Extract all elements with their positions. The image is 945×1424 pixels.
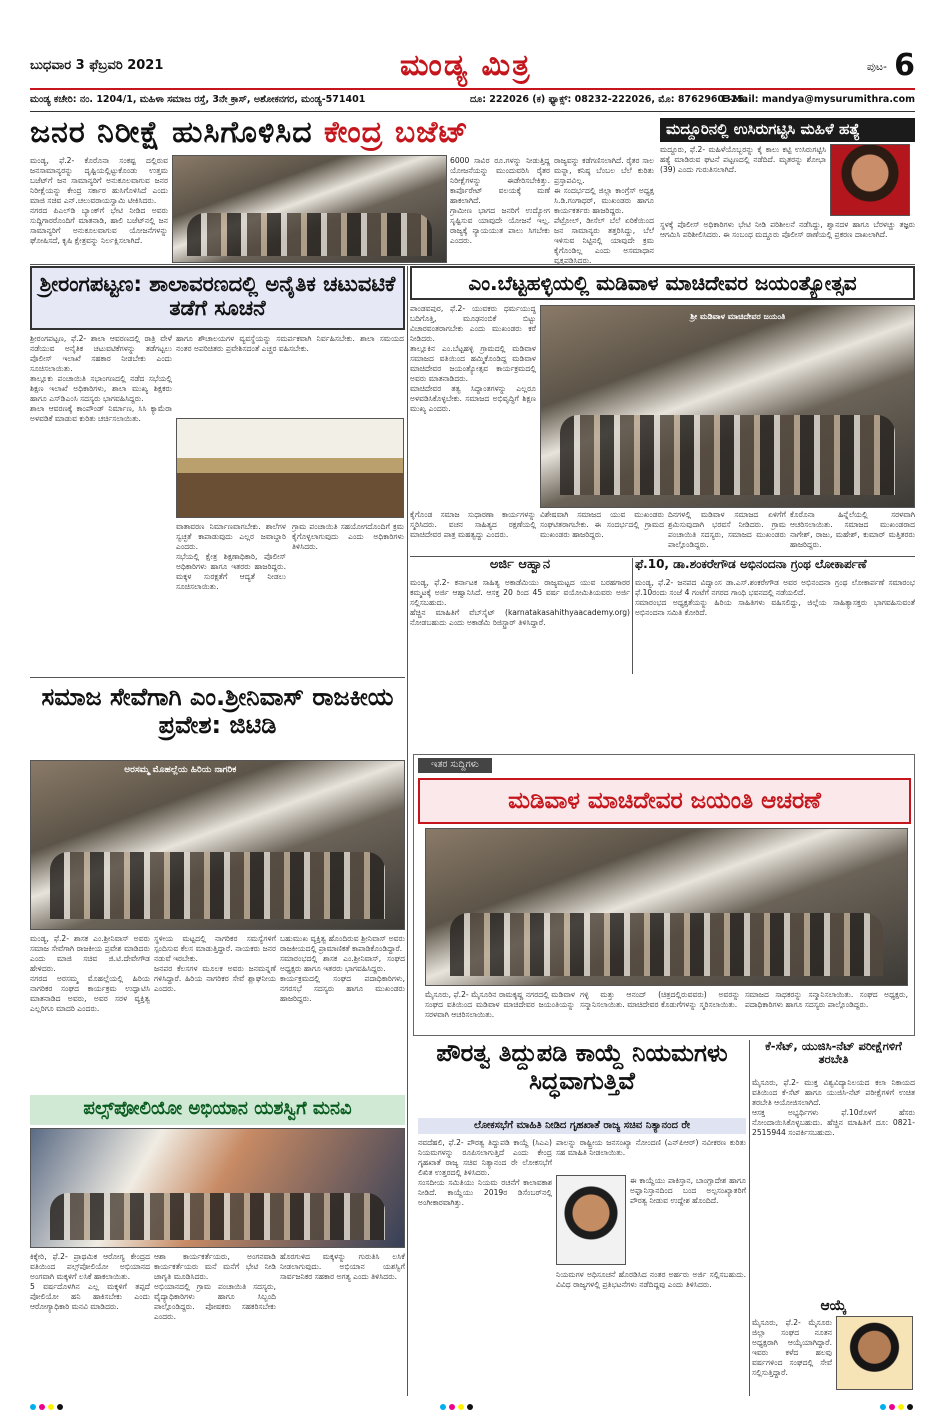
samaja-para: ಸ್ಥಳೀಯ ಮಟ್ಟದಲ್ಲಿ ನಾಗರಿಕರ ಸಮಸ್ಯೆಗಳಿಗೆ ಸ್ಪಂದಿಸುವ ಕೆಲಸ ಮಾಡುತ್ತಿದ್ದಾರೆ. ನಾಯಕರು ಜನರ ನಡುವೆ ಇರಬೇಕು. [154,934,276,963]
arji-para: ಮಂಡ್ಯ, ಫೆ.2- ಕರ್ನಾಟಕ ಸಾಹಿತ್ಯ ಅಕಾಡೆಮಿಯು ರಾಜ್ಯಮಟ್ಟದ ಯುವ ಬರಹಗಾರರ ಕಮ್ಮಟಕ್ಕೆ ಅರ್ಜಿ ಆಹ್ವಾನಿಸಿದೆ. ಆಸಕ್ತ 20 ರಿಂದ 45 ವರ್ಷ ವಯೋಮಿತಿಯವರು ಅರ್ಜಿ ಸಲ್ಲಿಸಬಹುದು. [410,578,630,607]
print-registration-marks-left [30,1404,63,1410]
samaja-article-col2 [154,934,276,1092]
srirangapatna-article-col4 [292,522,404,674]
masthead-rule [30,88,915,90]
betthalli-para: ದಿನಗಳಲ್ಲಿ ಮಡಿವಾಳ ಸಮಾಜದ ಏಳಿಗೆಗೆ ಶ್ರಮಿಸುವುದಾಗಿ ಭರವಸೆ ನೀಡಿದರು. ಗ್ರಾಮ ಪಂಚಾಯಿತಿ ಸದಸ್ಯರು, ಸಮಾಜದ ಮುಖಂಡರು ಪಾಲ್ಗೊಂಡಿದ್ದರು. [668,510,786,549]
srirangapatna-article-col1 [30,334,172,674]
samaja-para: ಮಂಡ್ಯ, ಫೆ.2- ಶಾಸಕ ಎಂ.ಶ್ರೀನಿವಾಸ್ ಅವರು ಸಮಾಜ ಸೇವೆಗಾಗಿ ರಾಜಕೀಯ ಪ್ರವೇಶ ಮಾಡಿದರು ಎಂದು ಮಾಜಿ ಸಚಿವ ಜಿ.ಟಿ.ದೇವೇಗೌಡ ಹೇಳಿದರು. [30,934,150,973]
section-rule [30,677,405,678]
betthalli-article-col5 [790,510,915,556]
column-rule [407,266,408,1396]
print-registration-marks-center [440,1404,473,1410]
srirangapatna-para: ವಾತಾವರಣ ನಿರ್ಮಾಣವಾಗಬೇಕು. ಶಾಲೆಗಳ ಸ್ವಚ್ಛತೆ ಕಾಪಾಡುವುದು ಎಲ್ಲರ ಜವಾಬ್ದಾರಿ ಎಂದರು. [176,522,286,551]
betthalli-para: ಕೈಗೊಂಡ ಸಮಾಜ ಸುಧಾರಣಾ ಕಾರ್ಯಗಳನ್ನು ಸ್ಮರಿಸಿದರು. ವಚನ ಸಾಹಿತ್ಯದ ರಕ್ಷಣೆಯಲ್ಲಿ ಮಾಚಿದೇವರ ಪಾತ್ರ ಮಹತ್ವದ್ದು ಎಂದರು. [410,510,536,539]
aayke-headline: ಆಯ್ಕೆ [820,1298,847,1314]
aayke-article [752,1318,832,1396]
samaja-headline: ಸಮಾಜ ಸೇವೆಗಾಗಿ ಎಂ.ಶ್ರೀನಿವಾಸ್ ರಾಜಕೀಯ ಪ್ರವೇಶ: ಜಿಟಿಡಿ [41,683,394,739]
caa-article-col1 [418,1138,552,1396]
srirangapatna-para: ಶ್ರೀರಂಗಪಟ್ಟಣ, ಫೆ.2- ಶಾಲಾ ಆವರಣದಲ್ಲಿ ರಾತ್ರಿ ವೇಳೆ ನಡೆಯುವ ಅನೈತಿಕ ಚಟುವಟಿಕೆಗಳನ್ನು ತಡೆಗಟ್ಟಲು ಪೊಲೀಸ್ ಇಲಾಖೆ ಸಹಕಾರ ನೀಡಬೇಕು ಎಂದು ಸೂಚಿಸಲಾಯಿತು. [30,334,172,373]
masthead [30,48,915,90]
caa-para: ಸಂಸದೀಯ ಸಮಿತಿಯು ನಿಯಮ ರಚನೆಗೆ ಕಾಲಾವಕಾಶ ನೀಡಿದೆ. ಕಾಯ್ದೆಯು 2019ರ ಡಿಸೆಂಬರ್‌ನಲ್ಲಿ ಅಂಗೀಕಾರವಾಗಿತ್ತು. [418,1178,552,1207]
pulse-polio-photo [30,1128,405,1248]
murder-headline: ಮದ್ದೂರಿನಲ್ಲಿ ಉಸಿರುಗಟ್ಟಿಸಿ ಮಹಿಳೆ ಹತ್ಯೆ [660,118,915,142]
issue-date: ಬುಧವಾರ 3 ಫೆಬ್ರವರಿ 2021 [30,58,164,73]
aayke-para: ಮೈಸೂರು, ಫೆ.2- ಮೈಸೂರು ಜಿಲ್ಲಾ ಸಂಘದ ನೂತನ ಅಧ್ಯಕ್ಷರಾಗಿ ಆಯ್ಕೆಯಾಗಿದ್ದಾರೆ. ಇವರು ಕಳೆದ ಹಲವು ವರ್ಷಗಳಿಂದ ಸಂಘದಲ್ಲಿ ಸೇವೆ ಸಲ್ಲಿಸುತ್ತಿದ್ದಾರೆ. [752,1318,832,1377]
pulse-para: ಹೊರಗುಳಿದ ಮಕ್ಕಳನ್ನು ಗುರುತಿಸಿ ಲಸಿಕೆ ನೀಡಲಾಗುವುದು. ಅಭಿಯಾನ ಯಶಸ್ವಿಗೆ ಸಾರ್ವಜನಿಕರ ಸಹಕಾರ ಅಗತ್ಯ ಎಂದು ತಿಳಿಸಿದರು. [280,1252,405,1281]
betthalli-article-col3 [540,510,664,556]
caa-article-col2-bottom [556,1270,746,1396]
budget-para: ಗ್ರಾಮೀಣ ಭಾಗದ ಜನರಿಗೆ ಉದ್ಯೋಗ ಸೃಷ್ಟಿಸುವ ಯಾವುದೇ ಯೋಜನೆ ಇಲ್ಲ. ರಾಜ್ಯಕ್ಕೆ ನ್ಯಾಯಯುತ ಪಾಲು ಸಿಗಬೇಕು ಎಂದರು. [450,206,550,245]
betthalli-headline: ಎಂ.ಬೆಟ್ಟಹಳ್ಳಿಯಲ್ಲಿ ಮಡಿವಾಳ ಮಾಚಿದೇವರ ಜಯಂತ್ಯೋತ್ಸವ [410,266,915,300]
jayanti-group-photo [540,305,915,508]
newspaper-logo: ಮಂಡ್ಯ ಮಿತ್ರ [400,48,532,83]
budget-para: ಮಂಡ್ಯ, ಫೆ.2- ಕೊರೊನಾ ಸಂಕಷ್ಟ ದಲ್ಲಿರುವ ಜನಸಾಮಾನ್ಯರನ್ನು ದೃಷ್ಟಿಯಲ್ಲಿಟ್ಟುಕೊಂಡು ಉತ್ತಮ ಬಜೆಟ್‌ಗೆ ಜನ ಸಾಮಾನ್ಯರಿಗೆ ಅನುಕೂಲವಾಗುವ ಜನರ ನಿರೀಕ್ಷೆಯನ್ನು ಕೇಂದ್ರ ಸರ್ಕಾರ ಹುಸಿಗೊಳಿಸಿದೆ ಎಂದು ಮಾಜಿ ಸಚಿವ ಎನ್.ಚಲುವರಾಯಸ್ವಾಮಿ ಟೀಕಿಸಿದರು. [30,156,168,205]
grantha-para: ಸಮಾರಂಭದ ಅಧ್ಯಕ್ಷತೆಯನ್ನು ಹಿರಿಯ ಸಾಹಿತಿಗಳು ವಹಿಸಲಿದ್ದು, ಜಿಲ್ಲೆಯ ಸಾಹಿತ್ಯಾಸಕ್ತರು ಭಾಗವಹಿಸುವಂತೆ ಅಭಿನಂದನಾ ಸಮಿತಿ ಕೋರಿದೆ. [635,598,915,617]
srirangapatna-para: ಸಭೆಯಲ್ಲಿ ಕ್ಷೇತ್ರ ಶಿಕ್ಷಣಾಧಿಕಾರಿ, ಪೊಲೀಸ್ ಅಧಿಕಾರಿಗಳು ಹಾಗೂ ಇತರರು ಹಾಜರಿದ್ದರು. ಮಕ್ಕಳ ಸುರಕ್ಷತೆಗೆ ಆದ್ಯತೆ ನೀಡಲು ಸೂಚಿಸಲಾಯಿತು. [176,552,286,591]
aayke-portrait [836,1316,913,1390]
minister-portrait [556,1175,626,1265]
caa-para: ಈ ಕಾಯ್ದೆಯು ಪಾಕಿಸ್ತಾನ, ಬಾಂಗ್ಲಾದೇಶ ಹಾಗೂ ಅಫ್ಘಾನಿಸ್ತಾನದಿಂದ ಬಂದ ಅಲ್ಪಸಂಖ್ಯಾತರಿಗೆ ಪೌರತ್ವ ನೀಡುವ ಉದ್ದೇಶ ಹೊಂದಿದೆ. [630,1176,746,1205]
address-rule [30,111,915,112]
budget-article-col1 [30,156,168,264]
betthalli-para: ಕೊರೊನಾ ಹಿನ್ನೆಲೆಯಲ್ಲಿ ಸರಳವಾಗಿ ಆಚರಿಸಲಾಯಿತು. ಸಮಾಜದ ಮುಖಂಡರಾದ ನಾಗೇಶ್, ರಾಜು, ಮಹೇಶ್, ಕುಮಾರ್ ಮತ್ತಿತರರು ಹಾಜರಿದ್ದರು. [790,510,915,549]
budget-para: ಈ ಸಂದರ್ಭದಲ್ಲಿ ಜಿಲ್ಲಾ ಕಾಂಗ್ರೆಸ್ ಅಧ್ಯಕ್ಷ ಸಿ.ಡಿ.ಗಂಗಾಧರ್, ಮುಖಂಡರು ಹಾಗೂ ಕಾರ್ಯಕರ್ತರು ಹಾಜರಿದ್ದರು. [554,186,654,215]
pulse-para: ಆಶಾ ಕಾರ್ಯಕರ್ತೆಯರು, ಅಂಗನವಾಡಿ ಕಾರ್ಯಕರ್ತೆಯರು ಮನೆ ಮನೆಗೆ ಭೇಟಿ ನೀಡಿ ಜಾಗೃತಿ ಮೂಡಿಸಿದರು. [154,1252,276,1281]
office-phone: ದೂ: 222026 (ಕ) ಫ್ಯಾಕ್ಸ್: 08232-222026, ಮೊ: 8762960325. [470,94,748,105]
srirangapatna-para: ಹಾಗೂ ಶೌಚಾಲಯಗಳ ವ್ಯವಸ್ಥೆಯನ್ನು ಸಮರ್ಪಕವಾಗಿ ನಿರ್ವಹಿಸಬೇಕು. ಶಾಲಾ ಸಮಯದ ನಂತರ ಅಪರಿಚಿತರು ಪ್ರವೇಶಿಸದಂತೆ ಎಚ್ಚರ ವಹಿಸಬೇಕು. [176,334,404,353]
caa-article-col2-top [556,1138,746,1172]
betthalli-para: ತಾಲ್ಲೂಕಿನ ಎಂ.ಬೆಟ್ಟಹಳ್ಳಿ ಗ್ರಾಮದಲ್ಲಿ ಮಡಿವಾಳ ಸಮಾಜದ ವತಿಯಿಂದ ಹಮ್ಮಿಕೊಂಡಿದ್ದ ಮಡಿವಾಳ ಮಾಚಿದೇವರ ಜಯಂತ್ಯೋತ್ಸವ ಕಾರ್ಯಕ್ರಮದಲ್ಲಿ ಅವರು ಮಾತನಾಡಿದರು. [410,344,536,383]
budget-press-photo [172,155,447,263]
betthalli-article-col2 [410,510,536,556]
budget-article-col2 [450,156,550,264]
arji-headline: ಅರ್ಜಿ ಆಹ್ವಾನ [489,558,551,572]
caa-para: ನವದೆಹಲಿ, ಫೆ.2- ಪೌರತ್ವ ತಿದ್ದುಪಡಿ ಕಾಯ್ದೆ (ಸಿಎಎ) ನಿಯಮಗಳನ್ನು ರೂಪಿಸಲಾಗುತ್ತಿದೆ ಎಂದು ಕೇಂದ್ರ ಗೃಹಖಾತೆ ರಾಜ್ಯ ಸಚಿವ ನಿತ್ಯಾನಂದ ರೇ ಲೋಕಸಭೆಗೆ ಲಿಖಿತ ಉತ್ತರದಲ್ಲಿ ತಿಳಿಸಿದರು. [418,1138,552,1177]
madivala-headline: ಮಡಿವಾಳ ಮಾಚಿದೇವರ ಜಯಂತಿ ಆಚರಣೆ [418,778,911,824]
kset-para: ಆಸಕ್ತ ಅಭ್ಯರ್ಥಿಗಳು ಫೆ.10ರೊಳಗೆ ಹೆಸರು ನೋಂದಾಯಿಸಿಕೊಳ್ಳಬಹುದು. ಹೆಚ್ಚಿನ ಮಾಹಿತಿಗೆ ದೂ: 0821-2515944 ಸಂಪರ್ಕಿಸಬಹುದು. [752,1108,915,1137]
office-address-line [30,94,915,110]
grantha-article [635,578,915,674]
srirangapatna-para: ಗ್ರಾಮ ಪಂಚಾಯಿತಿ ಸಹಯೋಗದೊಂದಿಗೆ ಕ್ರಮ ಕೈಗೊಳ್ಳಲಾಗುವುದು ಎಂದು ಅಧಿಕಾರಿಗಳು ತಿಳಿಸಿದರು. [292,522,404,551]
srirangapatna-article-col2 [176,334,404,414]
section-rule [410,556,915,557]
murder-article-top [660,145,826,217]
grantha-headline: ಫೆ.10, ಡಾ.ಶಂಕರೇಗೌಡ ಅಭಿನಂದನಾ ಗ್ರಂಥ ಲೋಕಾರ್ಪಣೆ [635,558,867,571]
arji-para: ಹೆಚ್ಚಿನ ಮಾಹಿತಿಗೆ ವೆಬ್‌ಸೈಟ್ (karnatakasahithyaacademy.org) ನೋಡಬಹುದು ಎಂದು ಅಕಾಡೆಮಿ ರಿಜಿಸ್ಟ್ರಾರ್ ತಿಳಿಸಿದ್ದಾರೆ. [410,608,630,627]
murder-article-bottom [660,220,915,262]
murder-para: ಸ್ಥಳಕ್ಕೆ ಪೊಲೀಸ್ ಅಧಿಕಾರಿಗಳು ಭೇಟಿ ನೀಡಿ ಪರಿಶೀಲನೆ ನಡೆಸಿದ್ದು, ಶ್ವಾನದಳ ಹಾಗೂ ಬೆರಳಚ್ಚು ತಜ್ಞರು ಆಗಮಿಸಿ ಪರಿಶೀಲಿಸಿದರು. ಈ ಸಂಬಂಧ ಮದ್ದೂರು ಪೊಲೀಸ್ ಠಾಣೆಯಲ್ಲಿ ಪ್ರಕರಣ ದಾಖಲಾಗಿದೆ. [660,220,915,239]
column-rule [749,1040,750,1396]
page-label: ಪುಟ- [866,60,887,73]
budget-headline-main: ಜನರ ನಿರೀಕ್ಷೆ ಹುಸಿಗೊಳಿಸಿದ [30,116,325,150]
srirangapatna-para: ತಾಲ್ಲೂಕು ಪಂಚಾಯಿತಿ ಸಭಾಂಗಣದಲ್ಲಿ ನಡೆದ ಸಭೆಯಲ್ಲಿ ಶಿಕ್ಷಣ ಇಲಾಖೆ ಅಧಿಕಾರಿಗಳು, ಶಾಲಾ ಮುಖ್ಯ ಶಿಕ್ಷಕರು ಹಾಗೂ ಎಸ್‌ಡಿಎಂಸಿ ಸದಸ್ಯರು ಭಾಗವಹಿಸಿದ್ದರು. [30,374,172,403]
page-number: 6 [894,48,915,83]
caa-para: ಪಾಲನ್ನು ರಾಷ್ಟ್ರೀಯ ಜನಸಂಖ್ಯಾ ನೋಂದಣಿ (ಎನ್‌ಪಿಆರ್) ನವೀಕರಣ ಕುರಿತು ಸಹ ಮಾಹಿತಿ ನೀಡಲಾಯಿತು. [556,1138,746,1157]
betthalli-para: ವಿಶೇಷವಾಗಿ ಸಮಾಜದ ಯುವ ಮುಖಂಡರು ಸಂಘಟಿತರಾಗಬೇಕು. ಈ ಸಂದರ್ಭದಲ್ಲಿ ಗ್ರಾಮದ ಮುಖಂಡರು ಹಾಜರಿದ್ದರು. [540,510,664,539]
samaja-para: ಸಮಾರಂಭದಲ್ಲಿ ಶಾಸಕ ಎಂ.ಶ್ರೀನಿವಾಸ್, ಸಂಘದ ಅಧ್ಯಕ್ಷರು ಹಾಗೂ ಇತರರು ಭಾಗವಹಿಸಿದ್ದರು. [280,954,405,973]
school-meeting-photo [176,418,404,518]
pulse-article-col3 [280,1252,405,1396]
samaja-article-col1 [30,934,150,1092]
samaja-para: ಜನಪರ ಕೆಲಸಗಳ ಮೂಲಕ ಅವರು ಜನಮನ್ನಣೆ ಗಳಿಸಿದ್ದಾರೆ. ಹಿರಿಯ ನಾಗರಿಕರ ಸೇವೆ ಶ್ಲಾಘನೀಯ ಎಂದರು. [154,964,276,993]
budget-para: ಪೆಟ್ರೋಲ್, ಡೀಸೆಲ್ ಬೆಲೆ ಏರಿಕೆಯಿಂದ ಜನ ಸಾಮಾನ್ಯರು ತತ್ತರಿಸಿದ್ದು, ಬೆಲೆ ಇಳಿಸುವ ನಿಟ್ಟಿನಲ್ಲಿ ಯಾವುದೇ ಕ್ರಮ ಕೈಗೊಂಡಿಲ್ಲ ಎಂದು ಅಸಮಾಧಾನ ವ್ಯಕ್ತಪಡಿಸಿದರು. [554,216,654,264]
madivala-para: ಗಳ್ಳಿ ಮತ್ತು ಆನಂದ್ (ಚಿತ್ರದಲ್ಲಿರುವವರು) ಅವರನ್ನು ಸನ್ಮಾನಿಸಲಾಯಿತು. ಮಾಚಿದೇವರ ಕೊಡುಗೆಗಳನ್ನು ಸ್ಮರಿಸಲಾಯಿತು. [580,990,740,1009]
grantha-para: ಮಂಡ್ಯ, ಫೆ.2- ಜನಪದ ವಿದ್ವಾಂಸ ಡಾ.ಎಸ್.ಶಂಕರೇಗೌಡ ಅವರ ಅಭಿನಂದನಾ ಗ್ರಂಥ ಲೋಕಾರ್ಪಣೆ ಸಮಾರಂಭ ಫೆ.10ರಂದು ಸಂಜೆ 4 ಗಂಟೆಗೆ ನಗರದ ಗಾಂಧಿ ಭವನದಲ್ಲಿ ನಡೆಯಲಿದೆ. [635,578,915,597]
samaja-para: ನಗರದ ಅರಸಮ್ಮ ಮೊಹಲ್ಲೆಯಲ್ಲಿ ಹಿರಿಯ ನಾಗರಿಕರ ಸಂಘದ ಕಾರ್ಯಕ್ರಮ ಉದ್ಘಾಟಿಸಿ ಮಾತನಾಡಿದ ಅವರು, ಅವರ ಸರಳ ವ್ಯಕ್ತಿತ್ವ ಎಲ್ಲರಿಗೂ ಮಾದರಿ ಎಂದರು. [30,974,150,1013]
srirangapatna-article-col3 [176,522,286,674]
caa-article-col2-mid [630,1176,746,1266]
madivala-article-col3 [745,990,908,1034]
budget-article-col3 [554,156,654,264]
caa-subheadline: ಲೋಕಸಭೆಗೆ ಮಾಹಿತಿ ನೀಡಿದ ಗೃಹಖಾತೆ ರಾಜ್ಯ ಸಚಿವ ನಿತ್ಯಾನಂದ ರೇ [418,1118,746,1134]
madivala-felicitation-photo [425,828,908,986]
budget-headline [30,116,655,154]
office-email: E-Mail: mandya@mysurumithra.com [721,94,915,105]
caa-para: ನಿಯಮಗಳ ಅಧಿಸೂಚನೆ ಹೊರಡಿಸಿದ ನಂತರ ಅರ್ಹರು ಅರ್ಜಿ ಸಲ್ಲಿಸಬಹುದು. ವಿವಿಧ ರಾಜ್ಯಗಳಲ್ಲಿ ಪ್ರತಿಭಟನೆಗಳು ನಡೆದಿದ್ದವು ಎಂದು ತಿಳಿಸಿದರು. [556,1270,746,1289]
srinivas-photo-banner-text: ಅರಸಮ್ಮ ಮೊಹಲ್ಲೆಯ ಹಿರಿಯ ನಾಗರಿಕ [124,765,237,775]
srirangapatna-para: ಶಾಲಾ ಆವರಣಕ್ಕೆ ಕಾಂಪೌಂಡ್ ನಿರ್ಮಾಣ, ಸಿಸಿ ಕ್ಯಾಮೆರಾ ಅಳವಡಿಕೆ ಮಾಡುವ ಕುರಿತು ಚರ್ಚಿಸಲಾಯಿತು. [30,404,172,423]
print-registration-marks-right [880,1404,913,1410]
pulse-polio-headline: ಪಲ್ಸ್‌ಪೋಲಿಯೋ ಅಭಿಯಾನ ಯಶಸ್ವಿಗೆ ಮನವಿ [30,1095,405,1125]
kset-para: ಮೈಸೂರು, ಫೆ.2- ಮುಕ್ತ ವಿಶ್ವವಿದ್ಯಾನಿಲಯದ ಕಲಾ ನಿಕಾಯದ ವತಿಯಿಂದ ಕೆ-ಸೆಟ್ ಹಾಗೂ ಯುಜಿಸಿ-ನೆಟ್ ಪರೀಕ್ಷೆಗಳಿಗೆ ಉಚಿತ ತರಬೇತಿ ಆಯೋಜಿಸಲಾಗಿದೆ. [752,1078,915,1107]
madivala-para: ಮೈಸೂರು, ಫೆ.2- ಮೈಸೂರಿನ ರಾಮಕೃಷ್ಣ ನಗರದಲ್ಲಿ ಮಡಿವಾಳ ಸಂಘದ ವತಿಯಿಂದ ಮಡಿವಾಳ ಮಾಚಿದೇವರ ಜಯಂತಿಯನ್ನು ಸರಳವಾಗಿ ಆಚರಿಸಲಾಯಿತು. [425,990,575,1019]
samaja-article-col3 [280,934,405,1092]
madivala-para: ಸಮಾಜದ ಸಾಧಕರನ್ನು ಸನ್ಮಾನಿಸಲಾಯಿತು. ಸಂಘದ ಅಧ್ಯಕ್ಷರು, ಪದಾಧಿಕಾರಿಗಳು ಹಾಗೂ ಸದಸ್ಯರು ಪಾಲ್ಗೊಂಡಿದ್ದರು. [745,990,908,1009]
samaja-para: ಬಹುಮುಖ ವ್ಯಕ್ತಿತ್ವ ಹೊಂದಿರುವ ಶ್ರೀನಿವಾಸ್ ಅವರು ರಾಜಕೀಯದಲ್ಲಿ ಪ್ರಾಮಾಣಿಕತೆ ಕಾಪಾಡಿಕೊಂಡಿದ್ದಾರೆ. [280,934,405,953]
pulse-article-col1 [30,1252,150,1396]
pulse-para: ಕಿಕ್ಕೇರಿ, ಫೆ.2- ಪ್ರಾಥಮಿಕ ಆರೋಗ್ಯ ಕೇಂದ್ರದ ವತಿಯಿಂದ ಪಲ್ಸ್‌ಪೋಲಿಯೋ ಅಭಿಯಾನದ ಅಂಗವಾಗಿ ಮಕ್ಕಳಿಗೆ ಲಸಿಕೆ ಹಾಕಲಾಯಿತು. [30,1252,150,1281]
arji-article [410,578,630,674]
pulse-para: 5 ವರ್ಷದೊಳಗಿನ ಎಲ್ಲ ಮಕ್ಕಳಿಗೆ ತಪ್ಪದೆ ಪೋಲಿಯೋ ಹನಿ ಹಾಕಿಸಬೇಕು ಎಂದು ಆರೋಗ್ಯಾಧಿಕಾರಿ ಮನವಿ ಮಾಡಿದರು. [30,1282,150,1311]
victim-portrait [830,144,910,216]
betthalli-para: ಪಾಂಡವಪುರ, ಫೆ.2- ಯುವಕರು ಧರ್ಮಯುದ್ಧ ಬದಿಗೊತ್ತಿ, ಮೂಢನಂಬಿಕೆ ಬಿಟ್ಟು ವಿಚಾರವಂತರಾಗಬೇಕು ಎಂದು ಮುಖಂಡರು ಕರೆ ನೀಡಿದರು. [410,304,536,343]
budget-para: ನಗರದ ಪಿಎಲ್‌ಡಿ ಬ್ಯಾಂಕ್‌ಗೆ ಭೇಟಿ ನೀಡಿದ ಅವರು ಸುದ್ದಿಗಾರರೊಂದಿಗೆ ಮಾತನಾಡಿ, ಹಾಲಿ ಬಜೆಟ್‌ನಲ್ಲಿ ಜನ ಸಾಮಾನ್ಯರಿಗೆ ಅನುಕೂಲವಾಗುವ ಯೋಜನೆಗಳನ್ನು ಘೋಷಿಸದೆ, ಕೃಷಿ ಕ್ಷೇತ್ರವನ್ನು ನಿರ್ಲಕ್ಷಿಸಲಾಗಿದೆ. [30,206,168,245]
betthalli-article-col4 [668,510,786,556]
office-address: ಮಂಡ್ಯ ಕಚೇರಿ: ನಂ. 1204/1, ಮಹಿಳಾ ಸಮಾಜ ರಸ್ತೆ, 3ನೇ ಕ್ರಾಸ್, ಅಶೋಕನಗರ, ಮಂಡ್ಯ-571401 [30,94,366,105]
section-rule [30,264,915,265]
madivala-article-col2 [580,990,740,1034]
pulse-para: ಅಭಿಯಾನದಲ್ಲಿ ಗ್ರಾಮ ಪಂಚಾಯಿತಿ ಸದಸ್ಯರು, ವೈದ್ಯಾಧಿಕಾರಿಗಳು ಹಾಗೂ ಸಿಬ್ಬಂದಿ ಪಾಲ್ಗೊಂಡಿದ್ದರು. ಪೋಷಕರು ಸಹಕರಿಸಬೇಕು ಎಂದರು. [154,1282,276,1321]
madivala-article-col1 [425,990,575,1034]
caa-headline: ಪೌರತ್ವ ತಿದ್ದುಪಡಿ ಕಾಯ್ದೆ ನಿಯಮಗಳು ಸಿದ್ಧವಾಗುತ್ತಿವೆ [436,1040,728,1095]
budget-headline-red: ಕೇಂದ್ರ ಬಜೆಟ್ [324,116,469,150]
jayanti-photo-banner-text: ಶ್ರೀ ಮಡಿವಾಳ ಮಾಚಿದೇವರ ಜಯಂತಿ [690,312,786,321]
column-rule [632,558,633,674]
betthalli-para: ಮಾಚಿದೇವರ ತತ್ವ ಸಿದ್ಧಾಂತಗಳನ್ನು ಎಲ್ಲರೂ ಅಳವಡಿಸಿಕೊಳ್ಳಬೇಕು. ಸಮಾಜದ ಅಭಿವೃದ್ಧಿಗೆ ಶಿಕ್ಷಣ ಮುಖ್ಯ ಎಂದರು. [410,384,536,413]
budget-para: ರಾಜ್ಯವನ್ನು ಕಡೆಗಣಿಸಲಾಗಿದೆ. ರೈತರ ಸಾಲ ಮನ್ನಾ, ಕನಿಷ್ಠ ಬೆಂಬಲ ಬೆಲೆ ಕುರಿತು ಪ್ರಸ್ತಾಪವಿಲ್ಲ. [554,156,654,185]
betthalli-article-col1 [410,304,536,508]
pulse-article-col2 [154,1252,276,1396]
budget-para: 6000 ಸಾವಿರ ರೂ.ಗಳನ್ನು ನೀಡುತ್ತಿದ್ದ ಯೋಜನೆಯನ್ನು ಮುಂದುವರಿಸಿ ರೈತರ ನಿರೀಕ್ಷೆಗಳನ್ನು ಈಡೇರಿಸಬೇಕಿತ್ತು. ಕಾರ್ಪೊರೇಟ್ ವಲಯಕ್ಕೆ ಮಣೆ ಹಾಕಲಾಗಿದೆ. [450,156,550,205]
kset-headline: ಕೆ-ಸೆಟ್, ಯುಜಿಸಿ-ನೆಟ್ ಪರೀಕ್ಷೆಗಳಿಗೆ ತರಬೇತಿ [765,1040,902,1067]
srinivas-event-photo [30,760,405,930]
kset-article [752,1078,915,1294]
samaja-para: ಕಾರ್ಯಕ್ರಮದಲ್ಲಿ ಸಂಘದ ಪದಾಧಿಕಾರಿಗಳು, ನಗರಸಭೆ ಸದಸ್ಯರು ಹಾಗೂ ಮುಖಂಡರು ಹಾಜರಿದ್ದರು. [280,974,405,1003]
srirangapatna-headline: ಶ್ರೀರಂಗಪಟ್ಟಣ: ಶಾಲಾವರಣದಲ್ಲಿ ಅನೈತಿಕ ಚಟುವಟಿಕೆ ತಡೆಗೆ ಸೂಚನೆ [30,266,405,330]
other-news-label: ಇತರ ಸುದ್ದಿಗಳು [418,758,492,773]
murder-para: ಮದ್ದೂರು, ಫೆ.2- ಮಹಿಳೆಯೊಬ್ಬರನ್ನು ಕೈ ಕಾಲು ಕಟ್ಟಿ ಉಸಿರುಗಟ್ಟಿಸಿ ಹತ್ಯೆ ಮಾಡಿರುವ ಘಟನೆ ಪಟ್ಟಣದಲ್ಲಿ ನಡೆದಿದೆ. ಮೃತರನ್ನು ಶೋಭಾ (39) ಎಂದು ಗುರುತಿಸಲಾಗಿದೆ. [660,145,826,174]
